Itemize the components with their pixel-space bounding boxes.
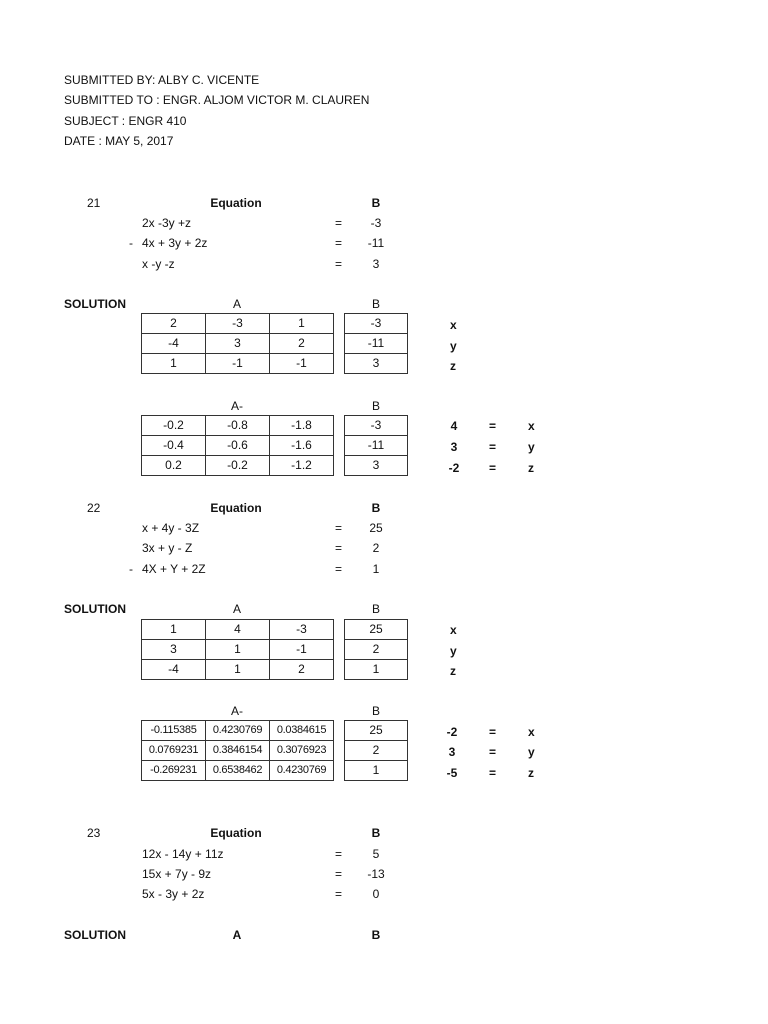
equation-expr: 4x + 3y + 2z	[142, 236, 208, 250]
problem-number: 23	[87, 826, 101, 840]
var-label: x	[450, 318, 457, 332]
result-var: x	[528, 725, 535, 739]
a-header: A	[232, 928, 242, 942]
matrix-cell: -1	[270, 640, 334, 660]
matrix-cell: 1	[270, 314, 334, 334]
result-var: y	[528, 745, 535, 759]
equals-sign: =	[335, 562, 343, 576]
eq-prefix: -	[129, 236, 133, 250]
vector-cell: 3	[345, 456, 408, 476]
equals-sign: =	[489, 766, 497, 780]
result-value: -2	[446, 725, 458, 739]
matrix-cell: 3	[142, 640, 206, 660]
var-label: z	[450, 359, 456, 373]
result-value: 3	[450, 440, 458, 454]
var-label: z	[450, 664, 456, 678]
vector-cell: 1	[345, 761, 408, 781]
equals-sign: =	[335, 887, 343, 901]
b-header: B	[371, 399, 380, 413]
date: DATE : MAY 5, 2017	[64, 134, 174, 148]
a-header: A	[232, 602, 241, 616]
equation-expr: 4X + Y + 2Z	[142, 562, 206, 576]
var-label: x	[450, 623, 457, 637]
matrix-cell: 0.2	[142, 456, 206, 476]
result-value: -2	[448, 461, 460, 475]
solution-label: SOLUTION	[64, 928, 126, 942]
solution-label: SOLUTION	[64, 602, 126, 616]
submitted-by: SUBMITTED BY: ALBY C. VICENTE	[64, 73, 260, 87]
equation-expr: 12x - 14y + 11z	[142, 847, 224, 861]
matrix-cell: 0.4230769	[206, 721, 270, 741]
b-header: B	[371, 602, 380, 616]
equals-sign: =	[489, 725, 497, 739]
matrix-cell: -1	[270, 354, 334, 374]
submitted-to: SUBMITTED TO : ENGR. ALJOM VICTOR M. CLAUREN	[64, 93, 370, 107]
a-header: A	[232, 297, 241, 311]
equation-b: -11	[367, 236, 385, 250]
matrix-cell: -0.269231	[142, 761, 206, 781]
a-inverse-header: A-	[231, 704, 243, 718]
matrix-cell: 0.3846154	[206, 741, 270, 761]
matrix-cell: 1	[206, 660, 270, 680]
vector-b	[344, 619, 408, 680]
b-header: B	[371, 297, 380, 311]
vector-cell: -3	[345, 314, 408, 334]
equals-sign: =	[489, 419, 497, 433]
equation-b: 0	[372, 887, 380, 901]
b-header: B	[371, 928, 381, 942]
matrix-cell: -1	[206, 354, 270, 374]
matrix-cell: 1	[142, 354, 206, 374]
equation-expr: 3x + y - Z	[142, 541, 193, 555]
var-label: y	[450, 644, 457, 658]
matrix-cell: 1	[206, 640, 270, 660]
matrix-cell: -4	[142, 334, 206, 354]
equation-b: -13	[367, 867, 385, 881]
matrix-cell: 1	[142, 620, 206, 640]
equation-expr: x + 4y - 3Z	[142, 521, 200, 535]
equals-sign: =	[489, 461, 497, 475]
eq-prefix: -	[129, 562, 133, 576]
matrix-cell: -1.8	[270, 416, 334, 436]
vector-cell: 25	[345, 620, 408, 640]
equals-sign: =	[335, 236, 343, 250]
result-var: x	[528, 419, 535, 433]
equation-expr: 15x + 7y - 9z	[142, 867, 212, 881]
result-value: -5	[446, 766, 458, 780]
a-inverse-header: A-	[231, 399, 243, 413]
result-var: z	[528, 766, 534, 780]
equation-expr: 5x - 3y + 2z	[142, 887, 205, 901]
matrix-cell: -1.2	[270, 456, 334, 476]
matrix-cell: -3	[206, 314, 270, 334]
matrix-cell: -4	[142, 660, 206, 680]
matrix-cell: -0.2	[206, 456, 270, 476]
vector-b	[344, 720, 408, 781]
matrix-cell: -1.6	[270, 436, 334, 456]
problem-number: 22	[87, 501, 101, 515]
matrix-cell: 0.0384615	[270, 721, 334, 741]
equals-sign: =	[335, 216, 343, 230]
vector-b	[344, 415, 408, 476]
equals-sign: =	[335, 541, 343, 555]
b-header: B	[371, 826, 381, 840]
equals-sign: =	[489, 745, 497, 759]
vector-cell: 25	[345, 721, 408, 741]
problem-number: 21	[87, 196, 101, 210]
b-header: B	[371, 704, 380, 718]
matrix-cell: 4	[206, 620, 270, 640]
equation-b: 1	[372, 562, 380, 576]
result-var: z	[528, 461, 534, 475]
matrix-cell: -0.2	[142, 416, 206, 436]
b-header: B	[371, 196, 381, 210]
matrix-cell: 2	[142, 314, 206, 334]
equals-sign: =	[335, 257, 343, 271]
equals-sign: =	[335, 847, 343, 861]
equals-sign: =	[335, 521, 343, 535]
vector-b	[344, 313, 408, 374]
equals-sign: =	[489, 440, 497, 454]
matrix-cell: 2	[270, 334, 334, 354]
equals-sign: =	[335, 867, 343, 881]
matrix-cell: 0.6538462	[206, 761, 270, 781]
equation-b: 5	[372, 847, 380, 861]
vector-cell: 2	[345, 741, 408, 761]
result-var: y	[528, 440, 535, 454]
matrix-cell: 2	[270, 660, 334, 680]
matrix-cell: -0.115385	[142, 721, 206, 741]
equation-b: 3	[372, 257, 380, 271]
matrix-cell: 3	[206, 334, 270, 354]
subject: SUBJECT : ENGR 410	[64, 114, 187, 128]
equation-header: Equation	[210, 196, 262, 210]
vector-cell: -11	[345, 334, 408, 354]
matrix-a	[141, 313, 334, 374]
matrix-cell: -0.6	[206, 436, 270, 456]
vector-cell: -3	[345, 416, 408, 436]
matrix-a	[141, 619, 334, 680]
matrix-cell: -0.4	[142, 436, 206, 456]
matrix-a-inverse	[141, 720, 334, 781]
vector-cell: 1	[345, 660, 408, 680]
b-header: B	[371, 501, 381, 515]
matrix-cell: -0.8	[206, 416, 270, 436]
matrix-cell: 0.4230769	[270, 761, 334, 781]
equation-expr: 2x -3y +z	[142, 216, 192, 230]
result-value: 3	[448, 745, 456, 759]
equation-b: -3	[370, 216, 382, 230]
vector-cell: 2	[345, 640, 408, 660]
equation-header: Equation	[210, 501, 262, 515]
matrix-cell: -3	[270, 620, 334, 640]
vector-cell: 3	[345, 354, 408, 374]
matrix-cell: 0.0769231	[142, 741, 206, 761]
matrix-cell: 0.3076923	[270, 741, 334, 761]
equation-b: 25	[369, 521, 383, 535]
equation-header: Equation	[210, 826, 262, 840]
var-label: y	[450, 339, 457, 353]
equation-b: 2	[372, 541, 380, 555]
result-value: 4	[450, 419, 458, 433]
equation-expr: x -y -z	[142, 257, 175, 271]
solution-label: SOLUTION	[64, 297, 126, 311]
vector-cell: -11	[345, 436, 408, 456]
matrix-a-inverse	[141, 415, 334, 476]
